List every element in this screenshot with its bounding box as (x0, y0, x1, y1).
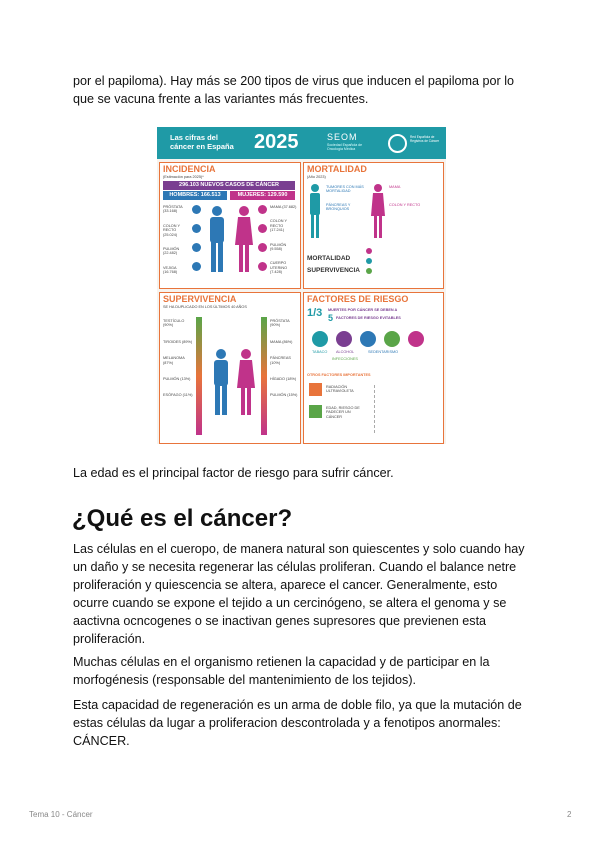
surv-item: TIROIDES (89%) (163, 339, 193, 344)
supervivencia-title: SUPERVIVENCIA (163, 294, 237, 304)
intro-paragraph: por el papiloma). Hay más se 200 tipos de virus que inducen el papiloma por lo que se vacuna frente a las variantes más frecuentes. (73, 74, 515, 106)
factor-label: ALCOHOL (336, 350, 355, 354)
inc-women-item: COLON Y RECTO (17.241) (270, 219, 287, 233)
inc-women-item: CUERPO UTERINO (7.428) (270, 261, 288, 275)
organ-icon (192, 224, 201, 233)
inc-men-item: VEJIGA (16.768) (163, 265, 178, 275)
inc-men-item: PULMÓN (22.482) (163, 247, 180, 256)
organ-icon (258, 205, 267, 214)
cancer-statistics-infographic (157, 127, 446, 444)
infection-icon (384, 331, 400, 347)
organ-icon (192, 243, 201, 252)
survival-scale-bar (196, 317, 202, 435)
inc-men-item: PRÓSTATA (33.168) (163, 205, 183, 214)
age-icon (309, 405, 322, 418)
organ-icon (258, 243, 267, 252)
section-heading: ¿Qué es el cáncer? (72, 505, 293, 532)
factores-number: 5 (328, 313, 334, 323)
organ-icon (258, 224, 267, 233)
factores-headline: MUERTES POR CÁNCER SE DEBEN A (328, 308, 398, 312)
organ-icon (192, 205, 201, 214)
inc-women-item: MAMA (37.682) (270, 205, 297, 209)
mortalidad-item: PÁNCREAS Y BRONQUIOS (326, 203, 351, 212)
incidencia-title: INCIDENCIA (163, 164, 216, 174)
incidencia-women: MUJERES: 129.590 (230, 191, 295, 200)
legend-dot-icon (366, 248, 372, 254)
female-figure-icon (370, 183, 386, 239)
inc-women-item: PULMÓN (9.558) (270, 242, 287, 252)
seom-subtitle: Sociedad Española de Oncología Médica (327, 143, 363, 151)
infographic-caption: La edad es el principal factor de riesgo para sufrir cáncer. (73, 466, 394, 480)
alcohol-icon (336, 331, 352, 347)
tobacco-icon (312, 331, 328, 347)
supervivencia-tagline: SUPERVIVENCIA (307, 267, 360, 274)
factor-label: SEDENTARISMO (368, 350, 399, 354)
factores-headline-rest: FACTORES DE RIESGO EVITABLES (336, 316, 401, 320)
surv-item: MAMA (86%) (270, 339, 293, 344)
footer-left: Tema 10 - Cáncer (29, 810, 93, 819)
inc-men-item: COLON Y RECTO (25.024) (163, 223, 180, 237)
surv-item: TESTÍCULO (90%) (163, 319, 185, 328)
radiation-icon (309, 383, 322, 396)
male-figure-icon (206, 205, 228, 273)
factor-label: TABACO (312, 350, 328, 354)
male-figure-icon (307, 183, 323, 239)
paragraph-2: Muchas células en el organismo retienen la capacidad y de participar en la morfogénesis (responsable del mantenimiento de los tejidos). (73, 655, 490, 687)
incidencia-men: HOMBRES: 166.513 (163, 191, 227, 200)
other-factor: RADIACIÓN ULTRAVIOLETA (326, 385, 354, 394)
incidencia-subtitle: (Estimación para 2025)* (163, 175, 204, 179)
partner-subtitle: Red Española de Registros de Cáncer (410, 135, 440, 143)
surv-item: PRÓSTATA (90%) (270, 319, 290, 328)
supervivencia-left-list (163, 319, 193, 398)
survival-scale-bar (261, 317, 267, 435)
otros-factores-title: OTROS FACTORES IMPORTANTES (307, 373, 371, 377)
surv-item: HÍGADO (18%) (270, 377, 297, 382)
partner-logo-icon (388, 134, 407, 153)
surv-item: PULMÓN (15%) (270, 393, 298, 398)
mortalidad-item: COLON Y RECTO (389, 203, 421, 207)
mortalidad-panel (303, 162, 444, 289)
factores-panel (303, 292, 444, 444)
supervivencia-right-list (270, 319, 298, 398)
mortalidad-tagline: MORTALIDAD (307, 255, 351, 262)
legend-dot-icon (366, 268, 372, 274)
organ-icon (192, 262, 201, 271)
surv-item: MELANOMA (87%) (163, 356, 185, 365)
paragraph-3: Esta capacidad de regeneración es un arma de doble filo, ya que la mutación de estas células da lugar a proliferacion descontrolada y a fenotipos anormales: CÁNCER. (73, 698, 522, 748)
diet-icon (408, 331, 424, 347)
incidencia-men-list (163, 205, 191, 275)
paragraph-1: Las células en el cueropo, de manera natural son quiescentes y solo cuando hay un daño y se necesita regenerar las células proliferan. Cuando el balance netre proliferación y quiescencia se altera, aparece el cancer. Generalmente, esto ocurre cuando se expone el tejido a un cercinógeno, se altera el genoma y se aactivna ocncogenes o se inactivan genes supresores que previenen esta proliferación. (73, 542, 525, 646)
incidencia-total: 296.103 NUEVOS CASOS DE CÁNCER (163, 181, 295, 190)
seom-logo-text: SEOM (327, 132, 358, 142)
mortalidad-item: MAMA (389, 185, 401, 189)
infographic-header (157, 127, 446, 159)
mortalidad-title: MORTALIDAD (307, 164, 367, 174)
legend-dot-icon (366, 258, 372, 264)
surv-item: ESÓFAGO (11%) (163, 393, 193, 398)
factor-label: INFECCIONES (332, 357, 358, 361)
surv-item: PÁNCREAS (10%) (270, 356, 291, 365)
incidencia-panel (159, 162, 301, 289)
male-figure-icon (210, 348, 232, 416)
factores-fraction: 1/3 (307, 307, 323, 319)
age-chart (374, 385, 437, 433)
infographic-year: 2025 (254, 131, 299, 153)
infographic-title: Las cifras del cáncer en España (170, 133, 234, 151)
female-figure-icon (233, 205, 255, 273)
mortalidad-subtitle: (Año 2023) (307, 175, 326, 179)
surv-item: PULMÓN (13%) (163, 377, 191, 382)
mortalidad-item: TUMORES CON MÁS MORTALIDAD (326, 185, 364, 194)
female-figure-icon (235, 348, 257, 416)
supervivencia-panel (159, 292, 301, 444)
factores-title: FACTORES DE RIESGO (307, 294, 409, 304)
other-factor: EDAD, RIESGO DE PADECER UN CÁNCER (326, 406, 360, 419)
page-number: 2 (567, 810, 572, 819)
organ-icon (258, 262, 267, 271)
sedentary-icon (360, 331, 376, 347)
supervivencia-subtitle: SE HA DUPLICADO EN LOS ÚLTIMOS 40 AÑOS (163, 305, 247, 309)
incidencia-women-list (270, 205, 298, 275)
